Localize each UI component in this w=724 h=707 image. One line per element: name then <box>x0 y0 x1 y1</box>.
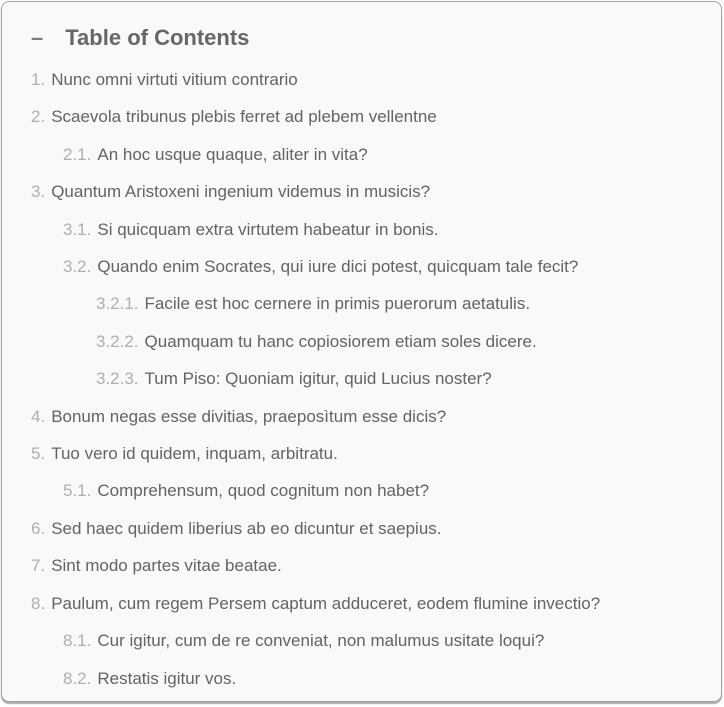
toc-item <box>31 98 703 135</box>
toc-header <box>31 22 703 57</box>
toc-item-number: 1. <box>31 70 46 89</box>
toc-item <box>63 472 703 509</box>
toc-item-link[interactable]: Restatis igitur vos. <box>97 668 237 688</box>
toc-collapse-toggle-button[interactable]: – <box>31 25 44 50</box>
toc-item <box>31 510 703 547</box>
toc-item-number: 8.2. <box>63 668 92 688</box>
toc-item <box>31 173 703 210</box>
toc-item <box>31 585 703 622</box>
toc-item-number: 4. <box>31 406 46 426</box>
toc-item-link[interactable]: An hoc usque quaque, aliter in vita? <box>97 144 368 164</box>
toc-item-link[interactable]: Si quicquam extra virtutem habeatur in bonis. <box>97 219 439 239</box>
toc-item-link[interactable]: Paulum, cum regem Persem captum adduceret, eodem flumine invectio? <box>51 593 601 613</box>
toc-item <box>31 398 703 435</box>
toc-item-link[interactable]: Quando enim Socrates, qui iure dici potest, quicquam tale fecit? <box>97 257 579 277</box>
toc-item <box>96 285 703 322</box>
toc-item-link[interactable]: Nunc omni virtuti vitium contrario <box>51 70 298 89</box>
toc-item-number: 7. <box>31 556 46 576</box>
toc-item <box>63 248 703 285</box>
toc-item-number: 3.2. <box>63 257 92 277</box>
toc-item-number: 6. <box>31 518 46 538</box>
toc-item-number: 2.1. <box>63 144 92 164</box>
toc-item-link[interactable]: Bonum negas esse divitias, praeposìtum esse dicis? <box>51 406 447 426</box>
toc-item <box>31 61 703 98</box>
toc-item <box>63 136 703 173</box>
toc-item <box>31 547 703 584</box>
toc-item-link[interactable]: Scaevola tribunus plebis ferret ad plebem vellentne <box>51 107 437 127</box>
toc-item-number: 2. <box>31 107 46 127</box>
toc-item-number: 3.1. <box>63 219 92 239</box>
toc-item-number: 3. <box>31 182 46 202</box>
toc-item-link[interactable]: Cur igitur, cum de re conveniat, non malumus usitate loqui? <box>97 631 545 651</box>
toc-item-link[interactable]: Sed haec quidem liberius ab eo dicuntur et saepius. <box>51 518 442 538</box>
toc-item-link[interactable]: Tum Piso: Quoniam igitur, quid Lucius noster? <box>144 369 492 389</box>
toc-item-link[interactable]: Quantum Aristoxeni ingenium videmus in musicis? <box>51 182 431 202</box>
toc-item-number: 5.1. <box>63 481 92 501</box>
toc-item <box>63 660 703 697</box>
toc-item <box>31 435 703 472</box>
toc-item-number: 8.1. <box>63 631 92 651</box>
table-of-contents-panel <box>1 1 722 702</box>
toc-item <box>96 323 703 360</box>
toc-item-link[interactable]: Facile est hoc cernere in primis puerorum aetatulis. <box>144 294 531 314</box>
toc-item-link[interactable]: Quamquam tu hanc copiosiorem etiam soles dicere. <box>144 331 537 351</box>
toc-list <box>31 61 703 697</box>
toc-item-number: 3.2.3. <box>96 369 139 389</box>
toc-item-link[interactable]: Tuo vero id quidem, inquam, arbitratu. <box>51 444 338 464</box>
toc-item-number: 5. <box>31 444 46 464</box>
toc-item-link[interactable]: Sint modo partes vitae beatae. <box>51 556 282 576</box>
toc-item <box>96 360 703 397</box>
toc-item <box>63 211 703 248</box>
toc-item-link[interactable]: Comprehensum, quod cognitum non habet? <box>97 481 430 501</box>
toc-item <box>63 622 703 659</box>
toc-item-number: 3.2.2. <box>96 331 139 351</box>
toc-title: Table of Contents <box>65 25 250 50</box>
toc-item-number: 8. <box>31 593 46 613</box>
toc-item-number: 3.2.1. <box>96 294 139 314</box>
